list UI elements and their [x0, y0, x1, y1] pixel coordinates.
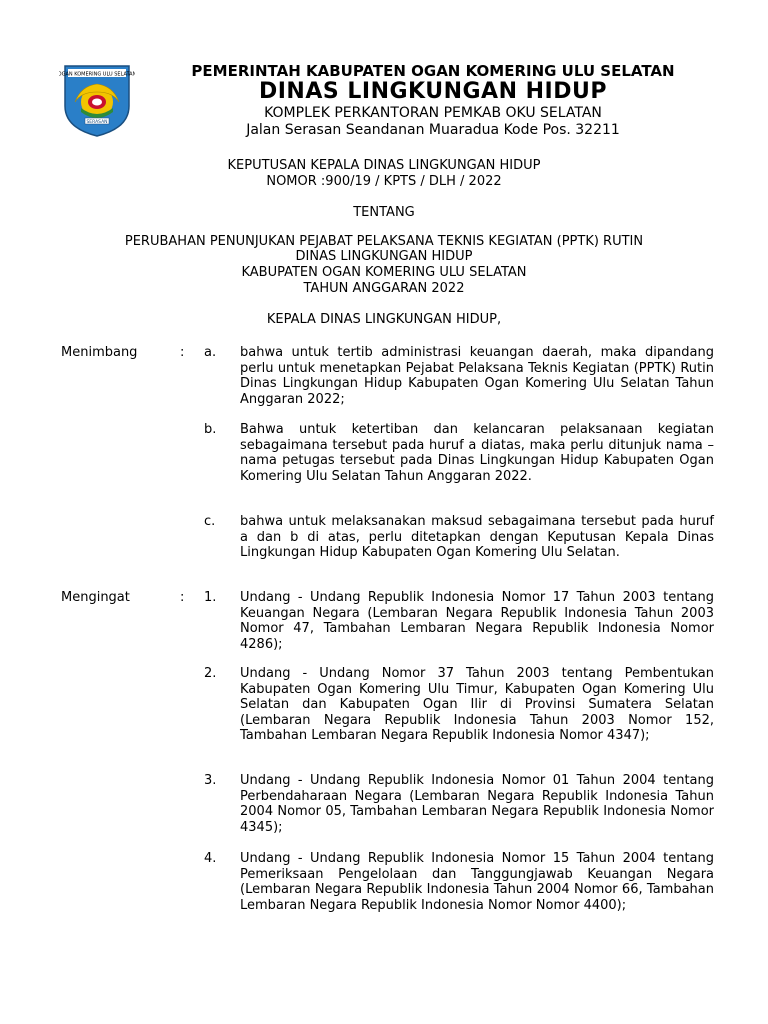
decree-number: NOMOR :900/19 / KPTS / DLH / 2022: [266, 174, 502, 189]
agency-name: DINAS LINGKUNGAN HIDUP: [258, 79, 607, 104]
mengingat-item-number: 2.: [204, 666, 217, 681]
regency-emblem-icon: [59, 62, 135, 138]
decree-about: TENTANG: [353, 205, 415, 220]
decree-subject-line: TAHUN ANGGARAN 2022: [303, 281, 465, 296]
menimbang-item-number: c.: [204, 514, 216, 529]
mengingat-item-text: Undang - Undang Republik Indonesia Nomor 01 Tahun 2004 tentang Perbendaharaan Negara (Lembaran Negara Republik Indonesia Tahun 2004 Nomor 05, Tambahan Lembaran Negara Republik Indonesia Nomor 4345);: [240, 773, 714, 835]
menimbang-item-number: a.: [204, 345, 217, 360]
decree-subject-line: KABUPATEN OGAN KOMERING ULU SELATAN: [241, 265, 527, 280]
mengingat-item-number: 3.: [204, 773, 217, 788]
mengingat-item-text: Undang - Undang Republik Indonesia Nomor 15 Tahun 2004 tentang Pemeriksaan Pengelolaan dan Tanggungjawab Keuangan Negara (Lembaran Negara Republik Indonesia Tahun 2004 Nomor 66, Tambahan Lembaran Negara Republik Indonesia Nomor Nomor 4400);: [240, 851, 714, 913]
mengingat-item-number: 1.: [204, 590, 217, 605]
menimbang-item-text: Bahwa untuk ketertiban dan kelancaran pelaksanaan kegiatan sebagaimana tersebut pada huruf a diatas, maka perlu ditunjuk nama – nama petugas tersebut pada Dinas Lingkungan Hidup Kabupaten Ogan Komering Ulu Selatan Tahun Anggaran 2022.: [240, 422, 714, 484]
regency-logo: [59, 62, 135, 138]
mengingat-item-text: Undang - Undang Nomor 37 Tahun 2003 tentang Pembentukan Kabupaten Ogan Komering Ulu Timur, Kabupaten Ogan Komering Ulu Selatan dan Kabupaten Ogan Ilir di Provinsi Sumatera Selatan (Lembaran Negara Republik Indonesia Tahun 2003 Nomor 152, Tambahan Lembaran Negara Republik Indonesia Nomor 4347);: [240, 666, 714, 743]
office-complex: KOMPLEK PERKANTORAN PEMKAB OKU SELATAN: [264, 105, 602, 121]
menimbang-item-number: b.: [204, 422, 217, 437]
decree-subject-line: PERUBAHAN PENUNJUKAN PEJABAT PELAKSANA TEKNIS KEGIATAN (PPTK) RUTIN: [124, 234, 644, 249]
menimbang-colon: :: [180, 345, 185, 360]
mengingat-item-text: Undang - Undang Republik Indonesia Nomor 17 Tahun 2003 tentang Keuangan Negara (Lembaran Negara Republik Indonesia Tahun 2003 Nomor 47, Tambahan Lembaran Negara Republik Indonesia Nomor 4286);: [240, 590, 714, 652]
mengingat-item-number: 4.: [204, 851, 217, 866]
logo-ring-text: OGAN KOMERING ULU SELATAN: [59, 71, 135, 78]
logo-motto: SERASAN: [86, 120, 108, 125]
government-name: PEMERINTAH KABUPATEN OGAN KOMERING ULU SELATAN: [191, 62, 675, 80]
decree-authority: KEPALA DINAS LINGKUNGAN HIDUP,: [266, 312, 502, 327]
menimbang-item-text: bahwa untuk tertib administrasi keuangan daerah, maka dipandang perlu untuk menetapkan Pejabat Pelaksana Teknis Kegiatan (PPTK) Rutin Dinas Lingkungan Hidup Kabupaten Ogan Komering Ulu Selatan Tahun Anggaran 2022;: [240, 345, 714, 407]
decree-title: KEPUTUSAN KEPALA DINAS LINGKUNGAN HIDUP: [227, 158, 541, 173]
menimbang-item-text: bahwa untuk melaksanakan maksud sebagaimana tersebut pada huruf a dan b di atas, perlu ditetapkan dengan Keputusan Kepala Dinas Lingkungan Hidup Kabupaten Ogan Komering Ulu Selatan.: [240, 514, 714, 560]
decree-subject-line: DINAS LINGKUNGAN HIDUP: [295, 249, 473, 264]
office-address: Jalan Serasan Seandanan Muaradua Kode Pos. 32211: [246, 122, 620, 138]
mengingat-label: Mengingat: [61, 590, 130, 605]
menimbang-label: Menimbang: [61, 345, 138, 360]
mengingat-colon: :: [180, 590, 185, 605]
